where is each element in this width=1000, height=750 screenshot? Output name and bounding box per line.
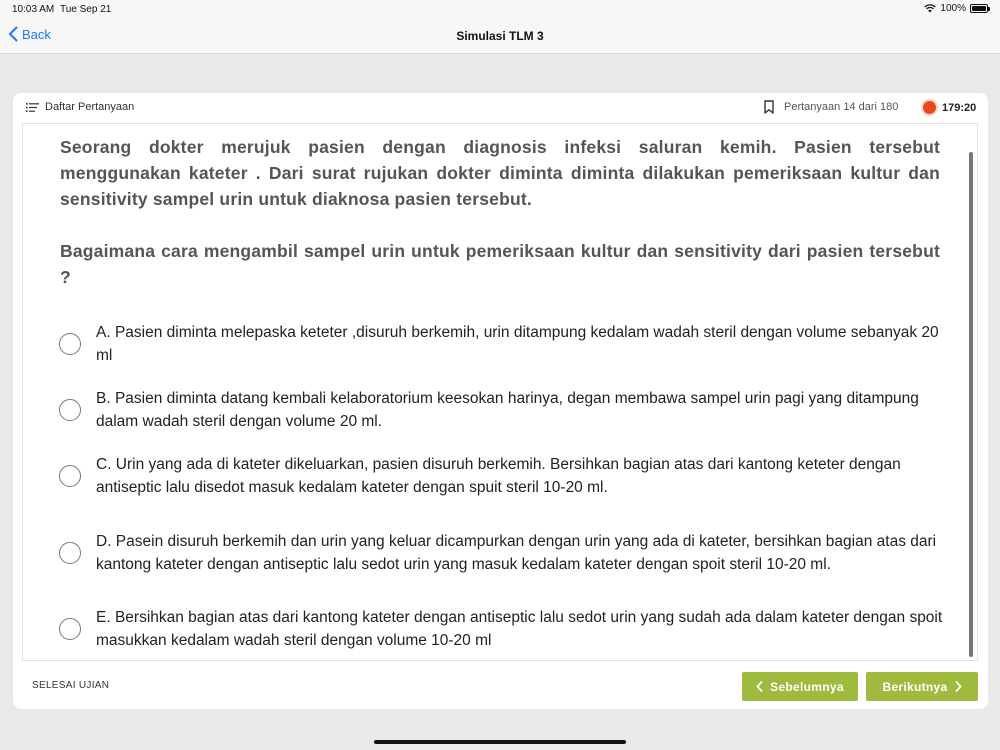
previous-label: Sebelumnya [770, 679, 844, 694]
option-text: A. Pasien diminta melepaska keteter ,disuruh berkemih, urin ditampung kedalam wadah steril dengan volume sebanyak 20 ml [96, 324, 939, 364]
timer-record-icon [923, 101, 936, 114]
nav-bar [0, 20, 1000, 54]
finish-exam-button[interactable]: SELESAI UJIAN [32, 680, 110, 691]
radio-button[interactable] [59, 618, 81, 640]
next-label: Berikutnya [882, 679, 948, 694]
next-button[interactable] [866, 672, 978, 701]
option-text: B. Pasien diminta datang kembali kelaboratorium keesokan harinya, degan membawa sampel urin pagi yang ditampung dalam wadah steril dengan volume 20 ml. [96, 390, 919, 430]
page-title: Simulasi TLM 3 [456, 29, 544, 43]
question-scroll-area[interactable] [22, 123, 978, 661]
question-text [60, 134, 940, 290]
option-e[interactable] [59, 606, 949, 652]
question-list-label: Daftar Pertanyaan [45, 101, 135, 113]
battery-percent: 100% [940, 3, 966, 14]
option-d[interactable] [59, 518, 949, 587]
option-c[interactable] [59, 453, 949, 499]
answer-options [59, 321, 949, 652]
question-list-button[interactable] [26, 101, 134, 113]
status-date: Tue Sep 21 [60, 4, 112, 15]
status-right [924, 3, 988, 14]
radio-button[interactable] [59, 542, 81, 564]
chevron-left-icon [756, 681, 763, 692]
exam-timer [923, 101, 976, 114]
option-text: E. Bersihkan bagian atas dari kantong kateter dengan antiseptic lalu sedot urin yang sudah ada dalam kateter dengan spoit masukkan kedalam wadah steril dengan volume 10-20 ml [96, 609, 943, 649]
status-bar [0, 0, 1000, 20]
back-label: Back [22, 26, 51, 42]
list-icon [26, 102, 39, 113]
card-header [13, 93, 988, 123]
wifi-icon [924, 4, 936, 13]
option-text: D. Pasein disuruh berkemih dan urin yang keluar dicampurkan dengan urin yang ada di kateter, bersihkan bagian atas dari kantong kateter dengan antiseptic lalu sedot urin yang masuk kedalam kateter dengan spoit steril 10-20 ml. [96, 532, 937, 573]
card-footer [13, 661, 988, 709]
home-indicator[interactable] [374, 740, 626, 744]
radio-button[interactable] [59, 333, 81, 355]
radio-button[interactable] [59, 465, 81, 487]
option-b[interactable] [59, 387, 949, 433]
previous-button[interactable] [742, 672, 858, 701]
radio-button[interactable] [59, 399, 81, 421]
option-text: C. Urin yang ada di kateter dikeluarkan, pasien disuruh berkemih. Bersihkan bagian atas dari kantong keteter dengan antiseptic lalu disedot masuk kedalam kateter dengan spuit steril 10-20 ml. [96, 456, 901, 496]
battery-icon [970, 4, 988, 13]
question-counter [764, 100, 898, 114]
timer-value: 179:20 [942, 101, 977, 114]
option-a[interactable] [59, 321, 949, 367]
question-paragraph: Seorang dokter merujuk pasien dengan diagnosis infeksi saluran kemih. Pasien tersebut menggunakan kateter . Dari surat rujukan dokter diminta diminta dilakukan pemeriksaan kultur dan sensitivity sampel urin untuk diaknosa pasien tersebut. [60, 137, 940, 209]
scrollbar[interactable] [969, 152, 973, 657]
question-prompt: Bagaimana cara mengambil sampel urin untuk pemeriksaan kultur dan sensitivity dari pasien tersebut ? [60, 241, 940, 287]
status-time: 10:03 AM [12, 4, 55, 15]
chevron-right-icon [955, 681, 962, 692]
bookmark-icon[interactable] [764, 100, 774, 114]
question-card [13, 93, 988, 709]
question-counter-text: Pertanyaan 14 dari 180 [784, 101, 899, 113]
